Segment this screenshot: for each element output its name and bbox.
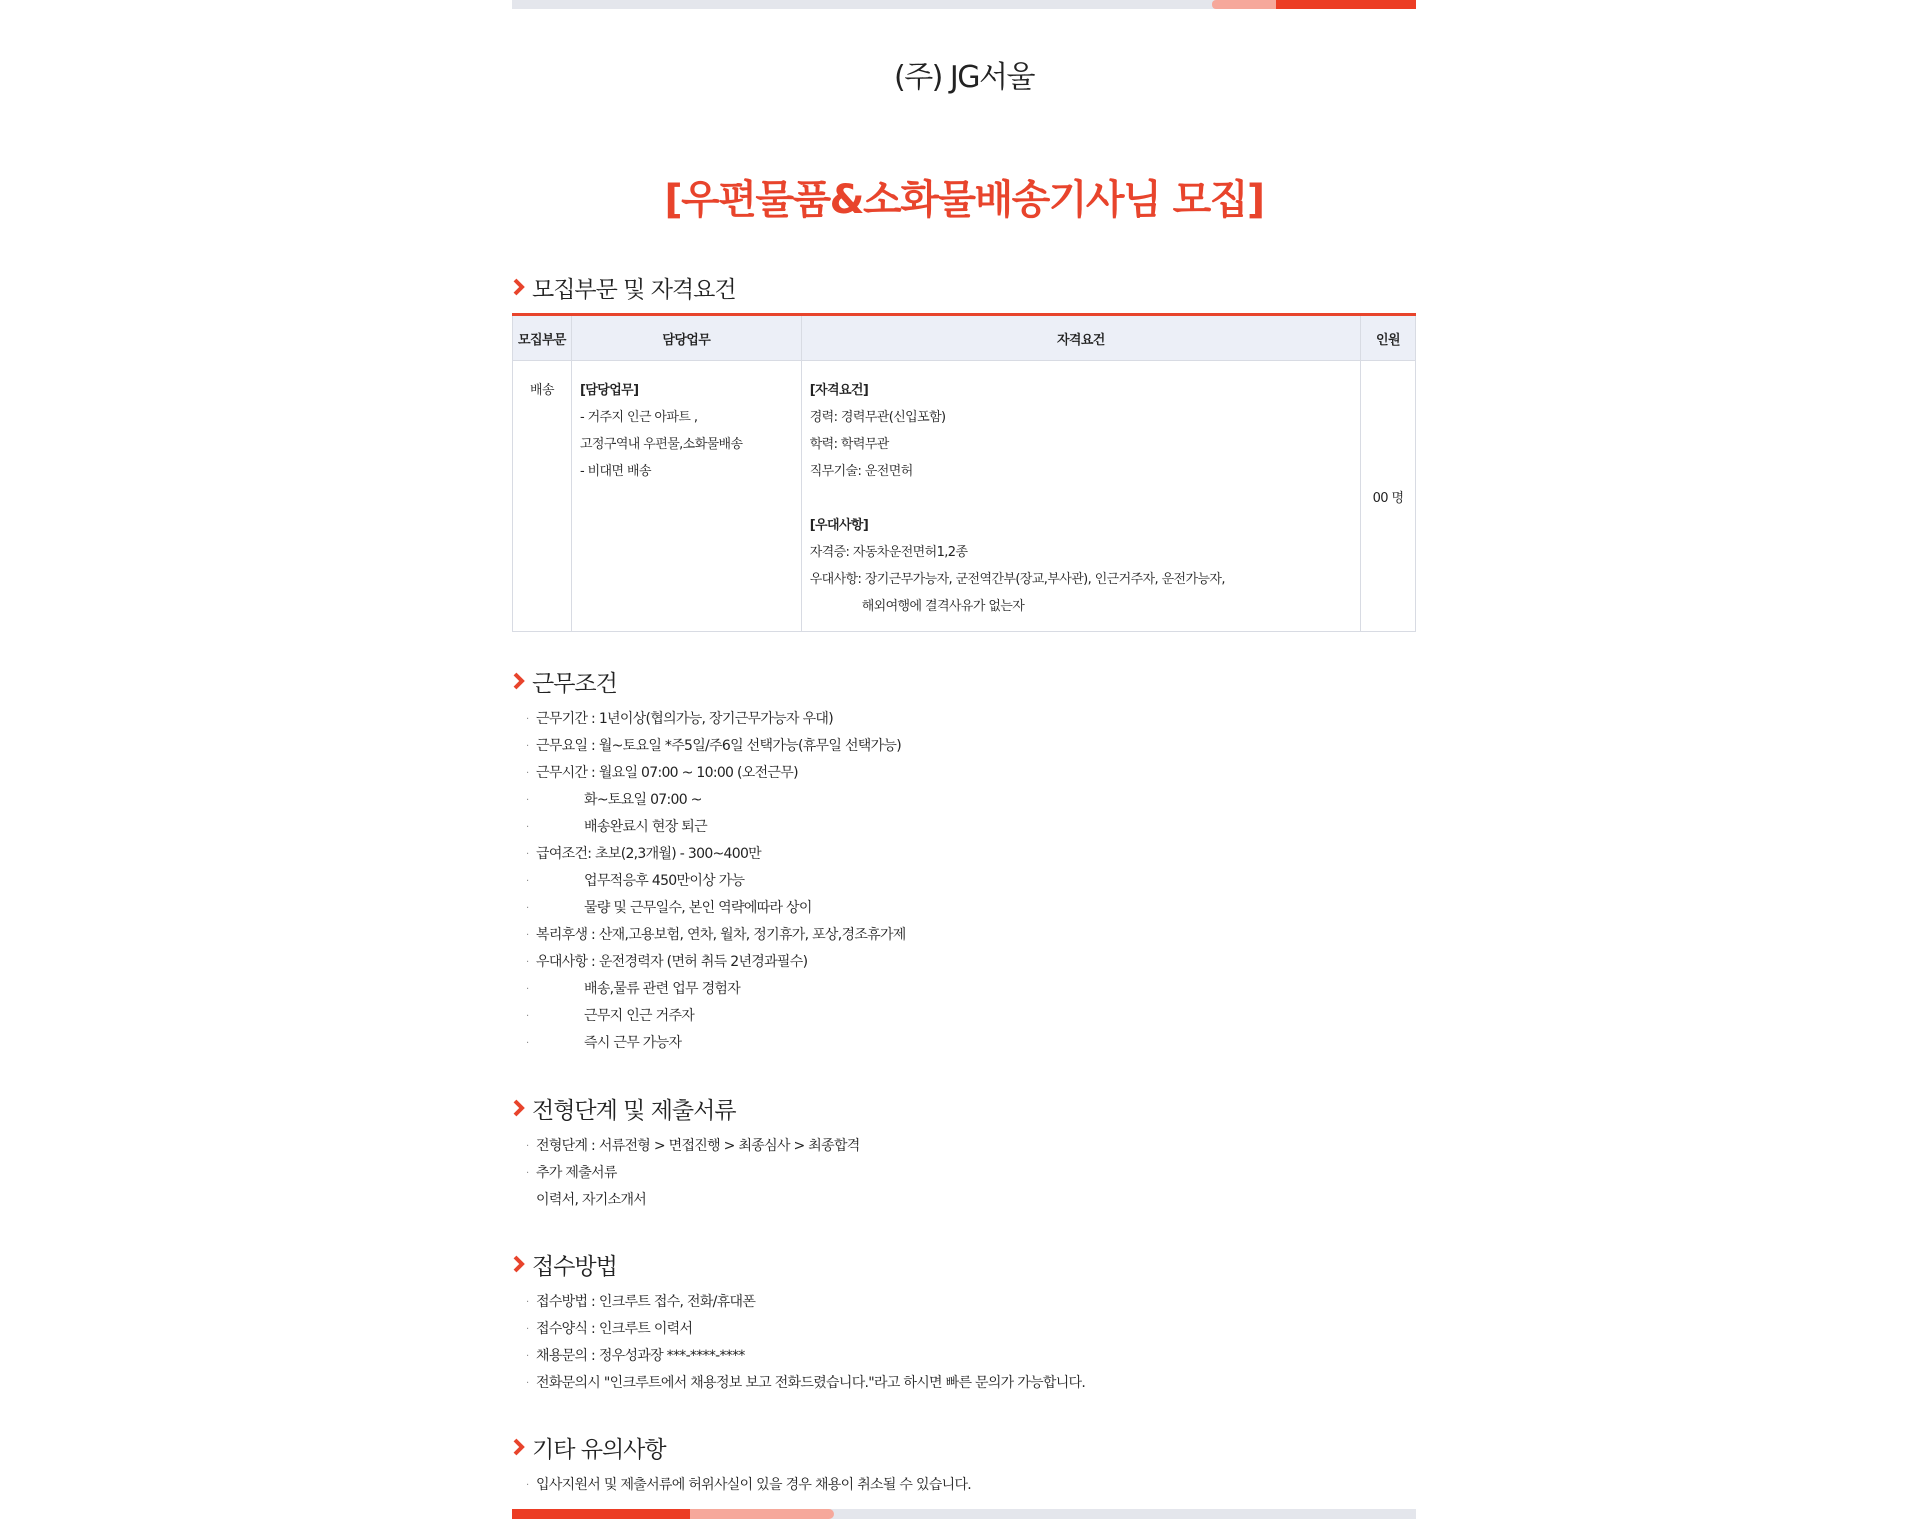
section-title-apply — [512, 1249, 617, 1279]
bullet-dot: · — [526, 714, 529, 725]
header-duties: 담당업무 — [571, 315, 801, 361]
list-item — [526, 733, 906, 760]
qualifications-heading: [자격요건] — [809, 383, 869, 398]
chevron-right-icon — [512, 1437, 526, 1457]
bullet-dot: · — [526, 795, 529, 806]
bullet-dot: · — [526, 741, 529, 752]
section-title-process — [512, 1093, 736, 1123]
list-item-text: 채용문의 : 정우성과장 ***-****-**** — [536, 1348, 745, 1364]
bullet-dot: · — [526, 849, 529, 860]
preferences-heading: [우대사항] — [809, 518, 869, 533]
list-item — [526, 1133, 860, 1160]
list-item-text: 전형단계 : 서류전형 > 면접진행 > 최종심사 > 최종합격 — [536, 1138, 860, 1154]
top-bar-light-segment — [1212, 0, 1278, 9]
duty-line: 고정구역내 우편물,소화물배송 — [579, 437, 743, 452]
list-item-text: 즉시 근무 가능자 — [584, 1035, 682, 1051]
bottom-progress-bar — [512, 1509, 1416, 1519]
list-item — [526, 1003, 906, 1030]
preference-line: 자격증: 자동차운전면허1,2종 — [809, 545, 968, 560]
list-item-text: 급여조건: 초보(2,3개월) - 300~400만 — [536, 846, 761, 862]
list-item — [526, 922, 906, 949]
section-title-text: 전형단계 및 제출서류 — [532, 1097, 736, 1124]
process-list — [526, 1133, 860, 1214]
list-item — [526, 868, 906, 895]
bullet-dot: · — [526, 903, 529, 914]
bullet-dot: · — [526, 1038, 529, 1049]
list-item — [526, 1472, 971, 1499]
headcount-value: 00 명 — [1372, 490, 1404, 506]
duties-heading: [담당업무] — [579, 383, 639, 398]
list-item — [526, 1030, 906, 1057]
section-title-text: 기타 유의사항 — [532, 1436, 666, 1463]
bullet-dot: · — [526, 1378, 529, 1389]
bottom-bar-dark-segment — [512, 1509, 690, 1519]
preference-line: 해외여행에 결격사유가 없는자 — [861, 599, 1025, 614]
list-item — [526, 949, 906, 976]
list-item-text: 입사지원서 및 제출서류에 허위사실이 있을 경우 채용이 취소될 수 있습니다. — [536, 1477, 972, 1493]
division-value: 배송 — [530, 383, 554, 398]
chevron-right-icon — [512, 277, 526, 297]
list-item-text: 물량 및 근무일수, 본인 역략에따라 상이 — [584, 900, 812, 916]
list-item-text: 근무기간 : 1년이상(협의가능, 장기근무가능자 우대) — [536, 711, 833, 727]
section-title-recruit — [512, 272, 736, 302]
table-row — [513, 361, 1416, 632]
list-item-text: 추가 제출서류 — [536, 1165, 617, 1181]
list-item-text: 전화문의시 "인크루트에서 채용정보 보고 전화드렸습니다."라고 하시면 빠른 문의가 가능합니다. — [536, 1375, 1086, 1391]
job-posting — [512, 0, 1416, 1520]
requirements-table — [512, 313, 1416, 632]
bullet-dot: · — [526, 1324, 529, 1335]
header-division: 모집부문 — [513, 315, 572, 361]
qualification-line: 직무기술: 운전면허 — [809, 464, 913, 479]
cell-qualifications — [801, 361, 1360, 632]
list-item-text: 화~토요일 07:00 ~ — [584, 792, 702, 808]
bullet-dot: · — [526, 930, 529, 941]
list-item — [526, 895, 906, 922]
bullet-dot: · — [526, 984, 529, 995]
list-item-text: 근무요일 : 월~토요일 *주5일/주6일 선택가능(휴무일 선택가능) — [536, 738, 902, 754]
list-item — [526, 760, 906, 787]
section-title-conditions — [512, 666, 617, 696]
notes-list — [526, 1472, 971, 1499]
bullet-dot: · — [526, 1141, 529, 1152]
table-header-row — [513, 315, 1416, 361]
bottom-bar-light-segment — [688, 1509, 834, 1519]
qualification-line: 경력: 경력무관(신입포함) — [809, 410, 946, 425]
chevron-right-icon — [512, 671, 526, 691]
list-item — [526, 1316, 1085, 1343]
list-item — [526, 1187, 860, 1214]
bullet-dot: · — [526, 1168, 529, 1179]
cell-duties — [571, 361, 801, 632]
section-title-text: 모집부문 및 자격요건 — [532, 276, 736, 303]
bullet-dot: · — [526, 768, 529, 779]
bullet-dot: · — [526, 822, 529, 833]
list-item-text: 배송완료시 현장 퇴근 — [584, 819, 707, 835]
cell-division — [513, 361, 572, 632]
bullet-dot: · — [526, 876, 529, 887]
list-item — [526, 1160, 860, 1187]
bullet-dot: · — [526, 1011, 529, 1022]
bullet-dot: · — [526, 957, 529, 968]
qualification-line: 학력: 학력무관 — [809, 437, 889, 452]
list-item — [526, 814, 906, 841]
list-item-text: 접수방법 : 인크루트 접수, 전화/휴대폰 — [536, 1294, 756, 1310]
duty-line: - 비대면 배송 — [579, 464, 651, 479]
posting-headline: [우편물품&소화물배송기사님 모집] — [664, 177, 1264, 223]
header-qualifications: 자격요건 — [801, 315, 1360, 361]
bullet-dot: · — [526, 1480, 529, 1491]
bullet-dot — [526, 1187, 536, 1214]
list-item — [526, 841, 906, 868]
list-item-text: 이력서, 자기소개서 — [536, 1192, 647, 1208]
list-item — [526, 787, 906, 814]
duty-line: - 거주지 인근 아파트 , — [579, 410, 698, 425]
chevron-right-icon — [512, 1254, 526, 1274]
list-item — [526, 1370, 1085, 1397]
header-headcount: 인원 — [1361, 315, 1416, 361]
list-item-text: 배송,물류 관련 업무 경험자 — [584, 981, 741, 997]
bullet-dot: · — [526, 1351, 529, 1362]
list-item — [526, 1343, 1085, 1370]
list-item-text: 우대사항 : 운전경력자 (면허 취득 2년경과필수) — [536, 954, 808, 970]
apply-list — [526, 1289, 1085, 1397]
list-item-text: 복리후생 : 산재,고용보험, 연차, 월차, 정기휴가, 포상,경조휴가제 — [536, 927, 906, 943]
section-title-text: 근무조건 — [532, 670, 617, 697]
company-name: (주) JG서울 — [894, 60, 1034, 95]
top-progress-bar — [512, 0, 1416, 9]
list-item — [526, 1289, 1085, 1316]
conditions-list — [526, 706, 906, 1057]
bullet-dot: · — [526, 1297, 529, 1308]
section-title-notes — [512, 1432, 666, 1462]
list-item-text: 근무시간 : 월요일 07:00 ~ 10:00 (오전근무) — [536, 765, 798, 781]
preference-line: 우대사항: 장기근무가능자, 군전역간부(장교,부사관), 인근거주자, 운전가능자, — [809, 572, 1225, 587]
section-title-text: 접수방법 — [532, 1253, 617, 1280]
list-item-text: 업무적응후 450만이상 가능 — [584, 873, 745, 889]
chevron-right-icon — [512, 1098, 526, 1118]
list-item-text: 근무지 인근 거주자 — [584, 1008, 695, 1024]
list-item — [526, 706, 906, 733]
top-bar-dark-segment — [1276, 0, 1416, 9]
cell-headcount — [1361, 361, 1416, 632]
list-item-text: 접수양식 : 인크루트 이력서 — [536, 1321, 693, 1337]
list-item — [526, 976, 906, 1003]
